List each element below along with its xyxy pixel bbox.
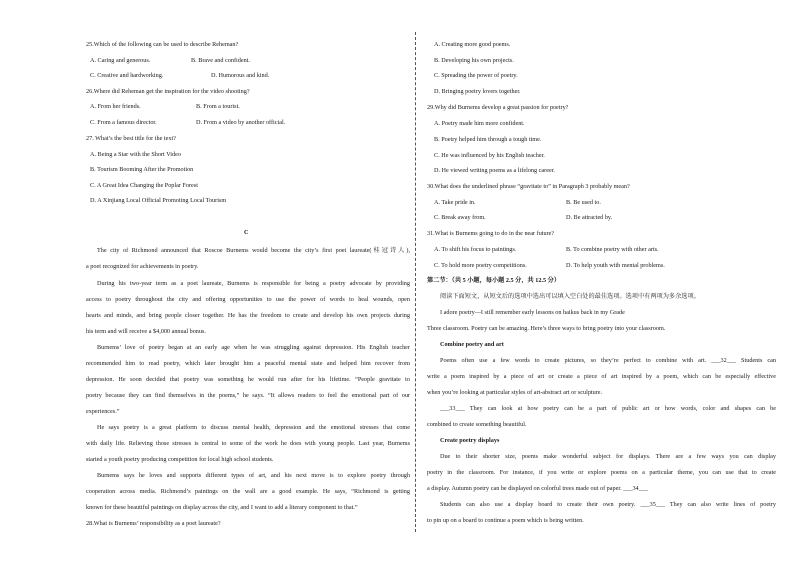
q31-option-d: D. To help youth with mental problems. — [566, 262, 665, 269]
p1-line-3: when you’re looking at particular styles of art-abstract art or sculpture. — [427, 389, 603, 396]
question-25-stem: 25.Which of the following can be used to describe Reheman? — [86, 41, 239, 48]
q25-option-d: D. Humorous and kind. — [211, 72, 270, 79]
passage-line-9: depression. He soon decided that poetry was something he would run after for his lifetime. “People gravitate to — [86, 376, 410, 383]
q29-option-b: B. Poetry helped him through a tough time. — [434, 136, 542, 143]
question-31-stem: 31.What is Burnems going to do in the near future? — [427, 230, 555, 237]
q26-option-b: B. From a tourist. — [196, 103, 240, 110]
p2-line-2: combined to create something beautiful. — [427, 421, 527, 428]
p3-line-1: Due to their shorter size, poems make wonderful subject for displays. There are a few ways you can display — [440, 453, 776, 460]
section-c-heading: C — [244, 229, 249, 236]
q29-option-c: C. He was influenced by his English teacher. — [434, 152, 545, 159]
q26-option-c: C. From a famous director. — [90, 119, 157, 126]
q26-option-d: D. From a video by another official. — [196, 119, 286, 126]
q27-option-a: A. Being a Star with the Short Video — [90, 151, 181, 158]
passage-intro: Three classroom. Poetry can be amazing. Here’s three ways to bring poetry into your classroom. — [427, 325, 666, 332]
p1-line-1: Poems often use a few words to create pictures, so they’re perfect to combine with art. ___32___ Students can — [440, 357, 776, 364]
column-divider — [415, 32, 416, 532]
q27-option-d: D. A Xinjiang Local Official Promoting Local Tourism — [90, 197, 227, 204]
heading-create-poetry-displays: Create poetry displays — [440, 437, 500, 444]
section-2-heading: 第二节：（共 5 小题，每小题 2.5 分，共 12.5 分） — [427, 277, 561, 284]
passage-line-17: known for these beautiful paintings on display across the city, and I want to add a literary component to that.” — [86, 504, 358, 511]
q30-option-d: D. Be attracted by. — [566, 214, 613, 221]
q31-option-b: B. To combine poetry with other arts. — [566, 246, 659, 253]
p4-line-1: Students can also use a display board to create their own poetry. ___35___ They can also write lines of poetry — [440, 501, 776, 508]
passage-line-14: started a youth poetry producing competition for local high school students. — [86, 456, 274, 463]
passage-line-1: The city of Richmond announced that Roscoe Burnems would become the city’s first poet laureate(桂冠诗人), — [97, 247, 410, 254]
question-26-stem: 26.Where did Reheman get the inspiration for the video shooting? — [86, 88, 250, 95]
question-29-stem: 29.Why did Burnems develop a great passion for poetry? — [427, 104, 569, 111]
passage-line-7: Burnems’ love of poetry began at an early age when he was struggling against depression. His English teacher — [97, 344, 410, 351]
q27-option-c: C. A Great Idea Changing the Poplar Forest — [90, 182, 198, 189]
heading-combine-poetry-art: Combine poetry and art — [440, 341, 504, 348]
q28-option-c: C. Spreading the power of poetry. — [434, 72, 518, 79]
q27-option-b: B. Tourism Booming After the Promotion — [90, 166, 194, 173]
question-30-stem: 30.What does the underlined phrase “gravitate to” in Paragraph 3 probably mean? — [427, 183, 630, 190]
q28-option-b: B. Developing his own projects. — [434, 57, 514, 64]
q30-option-c: C. Break away from. — [434, 214, 486, 221]
q31-option-a: A. To shift his focus to paintings. — [434, 246, 517, 253]
section-2-instruction: 阅读下面短文，从短文后的选项中选出可以填入空白处的最佳选项。选项中有两项为多余选项。 — [440, 293, 700, 300]
q25-option-c: C. Creative and hardworking. — [90, 72, 164, 79]
passage-line-11: experiences.” — [86, 408, 120, 415]
p2-line-1: ___33___ They can look at how poetry can be a part of public art or how words, color and shapes can be — [440, 405, 776, 412]
q25-option-a: A. Caring and generous. — [90, 57, 151, 64]
passage-line-13: with daily life. Relieving those stresses is central to some of the work he does with young people. Last year, Burnems — [86, 440, 410, 447]
passage-line-5: hearts and minds, and bring people closer together. He has the freedom to create and develop his own projects during — [86, 312, 410, 319]
q26-option-a: A. From her friends. — [90, 103, 141, 110]
q28-option-a: A. Creating more good poems. — [434, 41, 511, 48]
q29-option-d: D. He viewed writing poems as a lifelong career. — [434, 167, 555, 174]
passage-line-10: poetry because they can find themselves in the poems,” he says. “It allows readers to feel the emotional part of our — [86, 392, 410, 399]
q25-option-b: B. Brave and confident. — [191, 57, 250, 64]
q28-option-d: D. Bringing poetry lovers together. — [434, 88, 521, 95]
passage-line-3: During his two-year term as a poet laureate, Burnems is responsible for being a poetry advocate by providing — [97, 280, 410, 287]
passage-line-15: Burnems says he loves and supports different types of art, and his next move is to explore poetry through — [97, 472, 410, 479]
q31-option-c: C. To hold more poetry competitions. — [434, 262, 527, 269]
passage-line-4: access to poetry throughout the city and offering opportunities to use the power of words to heal wounds, open — [86, 296, 410, 303]
q30-option-b: B. Be used to. — [566, 199, 601, 206]
question-28-stem: 28.What is Burnems’ responsibility as a poet laureate? — [86, 520, 221, 527]
passage-title-line: I adore poetry—I still remember early lessons on haikus back in my Grade — [440, 309, 625, 316]
passage-line-8: recommended him to read poetry, which later brought him a peaceful mental state and helped him recover from — [86, 360, 410, 367]
passage-line-12: He says poetry is a great platform to discuss mental health, depression and the emotional stresses that come — [97, 424, 410, 431]
q29-option-a: A. Poetry made him more confident. — [434, 120, 525, 127]
p3-line-3: a display. Autumn poetry can be displayed on colorful trees made out of paper. ___34___ — [427, 485, 648, 492]
q30-option-a: A. Take pride in. — [434, 199, 476, 206]
question-27-stem: 27. What’s the best title for the text? — [86, 135, 176, 142]
passage-line-16: cooperation across media. Richmond’s paintings on the wall are a good example. He says, “Richmond is getting — [86, 488, 410, 495]
passage-line-6: his term and will receive a $4,000 annual bonus. — [86, 328, 206, 335]
passage-line-2: a poet recognized for achievements in poetry. — [86, 263, 199, 270]
p4-line-2: to pin up on a board to continue a poem which is being written. — [427, 517, 584, 524]
p3-line-2: poetry in the classroom. For instance, if you write or explore poems on a particular theme, you can use that to create — [427, 469, 776, 476]
p1-line-2: write a poem inspired by a piece of art or create a piece of art inspired by a poem, which can be especially effective — [427, 373, 776, 380]
